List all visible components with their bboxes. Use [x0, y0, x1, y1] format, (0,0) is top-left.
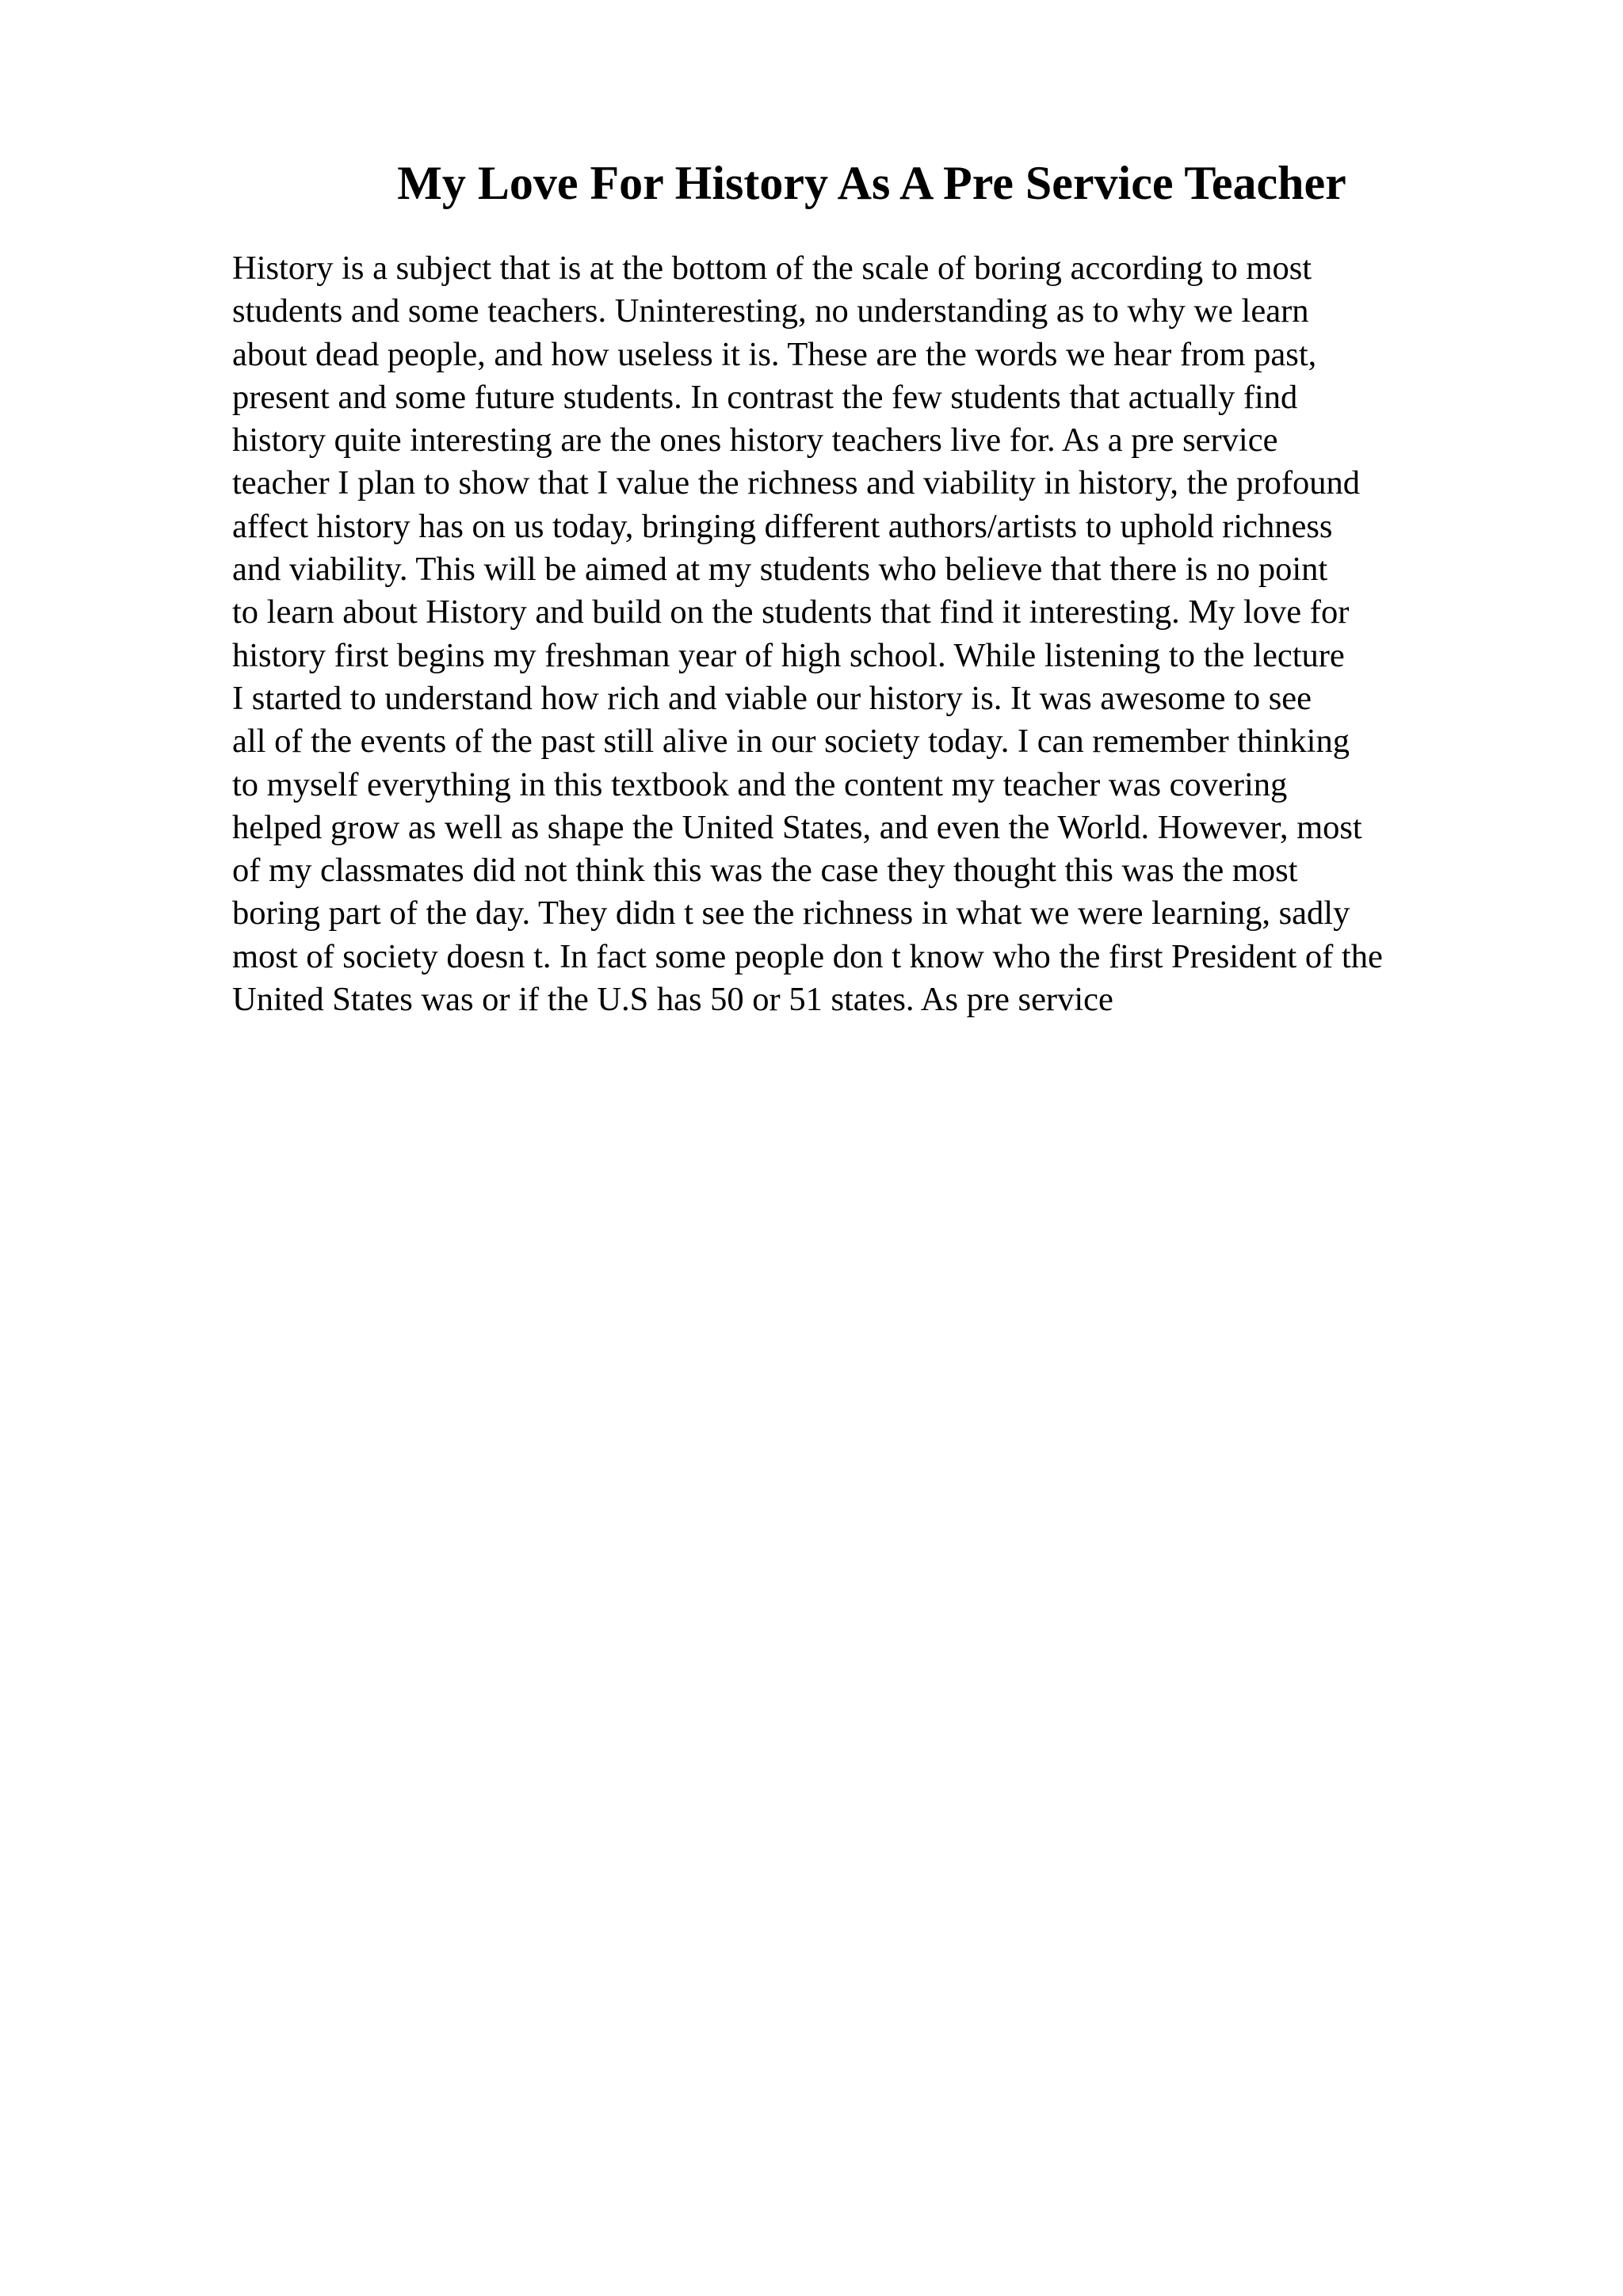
- body-line: history first begins my freshman year of high school. While listening to the lecture: [232, 636, 1345, 674]
- document-title: My Love For History As A Pre Service Teacher: [397, 157, 1346, 209]
- body-line: teacher I plan to show that I value the richness and viability in history, the profound: [232, 464, 1360, 502]
- body-line: History is a subject that is at the bottom of the scale of boring according to most: [232, 250, 1312, 287]
- body-line: of my classmates did not think this was the case they thought this was the most: [232, 852, 1298, 890]
- body-line: about dead people, and how useless it is. These are the words we hear from past,: [232, 335, 1317, 373]
- body-line: present and some future students. In contrast the few students that actually find: [232, 378, 1298, 416]
- body-line: affect history has on us today, bringing different authors/artists to uphold richness: [232, 507, 1333, 545]
- body-line: all of the events of the past still alive in our society today. I can remember thinking: [232, 723, 1350, 761]
- body-line: United States was or if the U.S has 50 or 51 states. As pre service: [232, 981, 1113, 1019]
- body-line: students and some teachers. Uninteresting, no understanding as to why we learn: [232, 292, 1309, 330]
- body-line: I started to understand how rich and viable our history is. It was awesome to see: [232, 679, 1312, 717]
- body-line: and viability. This will be aimed at my students who believe that there is no point: [232, 551, 1328, 589]
- body-line: most of society doesn t. In fact some people don t know who the first President of the: [232, 937, 1383, 975]
- body-line: helped grow as well as shape the United States, and even the World. However, most: [232, 808, 1362, 846]
- document-body: [232, 247, 1595, 1021]
- body-line: to myself everything in this textbook and the content my teacher was covering: [232, 765, 1288, 803]
- body-line: to learn about History and build on the students that find it interesting. My love for: [232, 593, 1350, 631]
- body-line: history quite interesting are the ones history teachers live for. As a pre service: [232, 421, 1278, 460]
- body-line: boring part of the day. They didn t see the richness in what we were learning, sadly: [232, 894, 1350, 933]
